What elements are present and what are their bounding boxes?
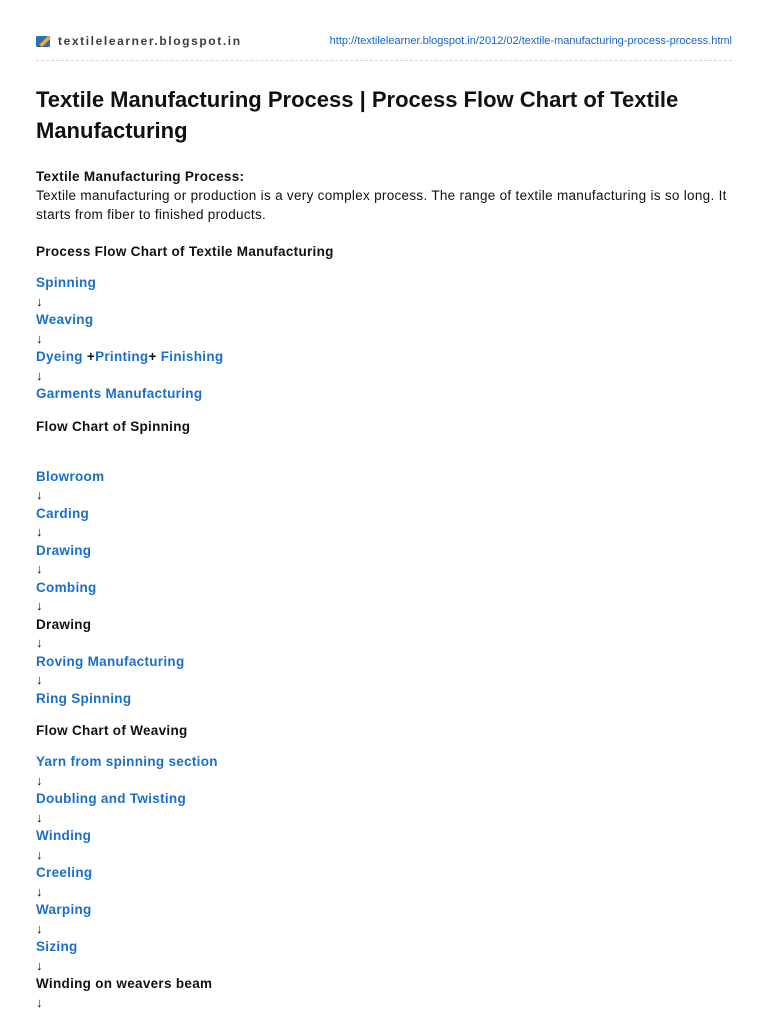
site-brand[interactable]	[36, 34, 242, 48]
weaving-flow-heading: Flow Chart of Weaving	[36, 723, 188, 738]
down-arrow-icon: ↓	[36, 561, 43, 576]
down-arrow-icon: ↓	[36, 487, 43, 502]
spinning-step-drawing-2: Drawing	[36, 616, 92, 632]
header-divider	[36, 60, 732, 61]
weaving-step-warping[interactable]: Warping	[36, 902, 92, 917]
spinning-step-roving[interactable]: Roving Manufacturing	[36, 653, 185, 669]
blogger-pencil-icon	[36, 34, 52, 48]
link-finishing[interactable]: Finishing	[160, 349, 224, 364]
process-step-garments[interactable]: Garments Manufacturing	[36, 386, 203, 401]
weaving-step-creeling[interactable]: Creeling	[36, 865, 93, 880]
link-dyeing[interactable]: Dyeing	[36, 349, 83, 364]
process-step-dyeing-printing-finishing	[36, 348, 736, 367]
weaving-step-winding[interactable]: Winding	[36, 828, 92, 843]
down-arrow-icon: ↓	[36, 772, 43, 788]
down-arrow-icon: ↓	[36, 809, 43, 825]
article-body	[36, 167, 736, 1025]
down-arrow-icon: ↓	[36, 957, 43, 973]
spinning-step-combing[interactable]: Combing	[36, 579, 97, 595]
weaving-flow-chart	[36, 753, 736, 1012]
process-step-weaving[interactable]: Weaving	[36, 312, 94, 327]
weaving-step-sizing[interactable]: Sizing	[36, 939, 78, 954]
intro-paragraph: Textile manufacturing or production is a very complex process. The range of textile manufacturing is so long. It starts from fiber to finished products.	[36, 188, 727, 222]
spinning-step-ring-spinning[interactable]: Ring Spinning	[36, 690, 132, 706]
down-arrow-icon: ↓	[36, 994, 43, 1010]
spinning-step-drawing[interactable]: Drawing	[36, 542, 92, 558]
down-arrow-icon: ↓	[36, 920, 43, 936]
weaving-step-yarn[interactable]: Yarn from spinning section	[36, 754, 218, 769]
weaving-step-doubling-twisting[interactable]: Doubling and Twisting	[36, 791, 187, 806]
down-arrow-icon: ↓	[36, 672, 43, 687]
plus-separator: +	[82, 349, 96, 364]
down-arrow-icon: ↓	[36, 330, 43, 346]
page-url-link[interactable]: http://textilelearner.blogspot.in/2012/02/textile-manufacturing-process-process.html	[329, 35, 732, 47]
intro-heading: Textile Manufacturing Process:	[36, 169, 245, 184]
spinning-flow-chart	[36, 468, 736, 709]
plus-separator: +	[148, 349, 161, 364]
down-arrow-icon: ↓	[36, 367, 43, 383]
weaving-step-winding-weavers-beam: Winding on weavers beam	[36, 976, 213, 991]
link-printing[interactable]: Printing	[95, 349, 149, 364]
down-arrow-icon: ↓	[36, 846, 43, 862]
spinning-flow-heading: Flow Chart of Spinning	[36, 418, 191, 434]
down-arrow-icon: ↓	[36, 635, 43, 650]
page-title: Textile Manufacturing Process | Process Flow Chart of Textile Manufacturing	[36, 87, 679, 143]
process-flow-heading: Process Flow Chart of Textile Manufacturing	[36, 244, 334, 259]
down-arrow-icon: ↓	[36, 524, 43, 539]
down-arrow-icon: ↓	[36, 883, 43, 899]
down-arrow-icon: ↓	[36, 598, 43, 613]
process-flow-chart	[36, 274, 736, 404]
page-header	[36, 34, 732, 56]
spinning-step-carding[interactable]: Carding	[36, 505, 90, 521]
process-step-spinning[interactable]: Spinning	[36, 275, 97, 290]
spinning-step-blowroom[interactable]: Blowroom	[36, 468, 105, 484]
down-arrow-icon: ↓	[36, 293, 43, 309]
site-name[interactable]: textilelearner.blogspot.in	[58, 34, 242, 48]
